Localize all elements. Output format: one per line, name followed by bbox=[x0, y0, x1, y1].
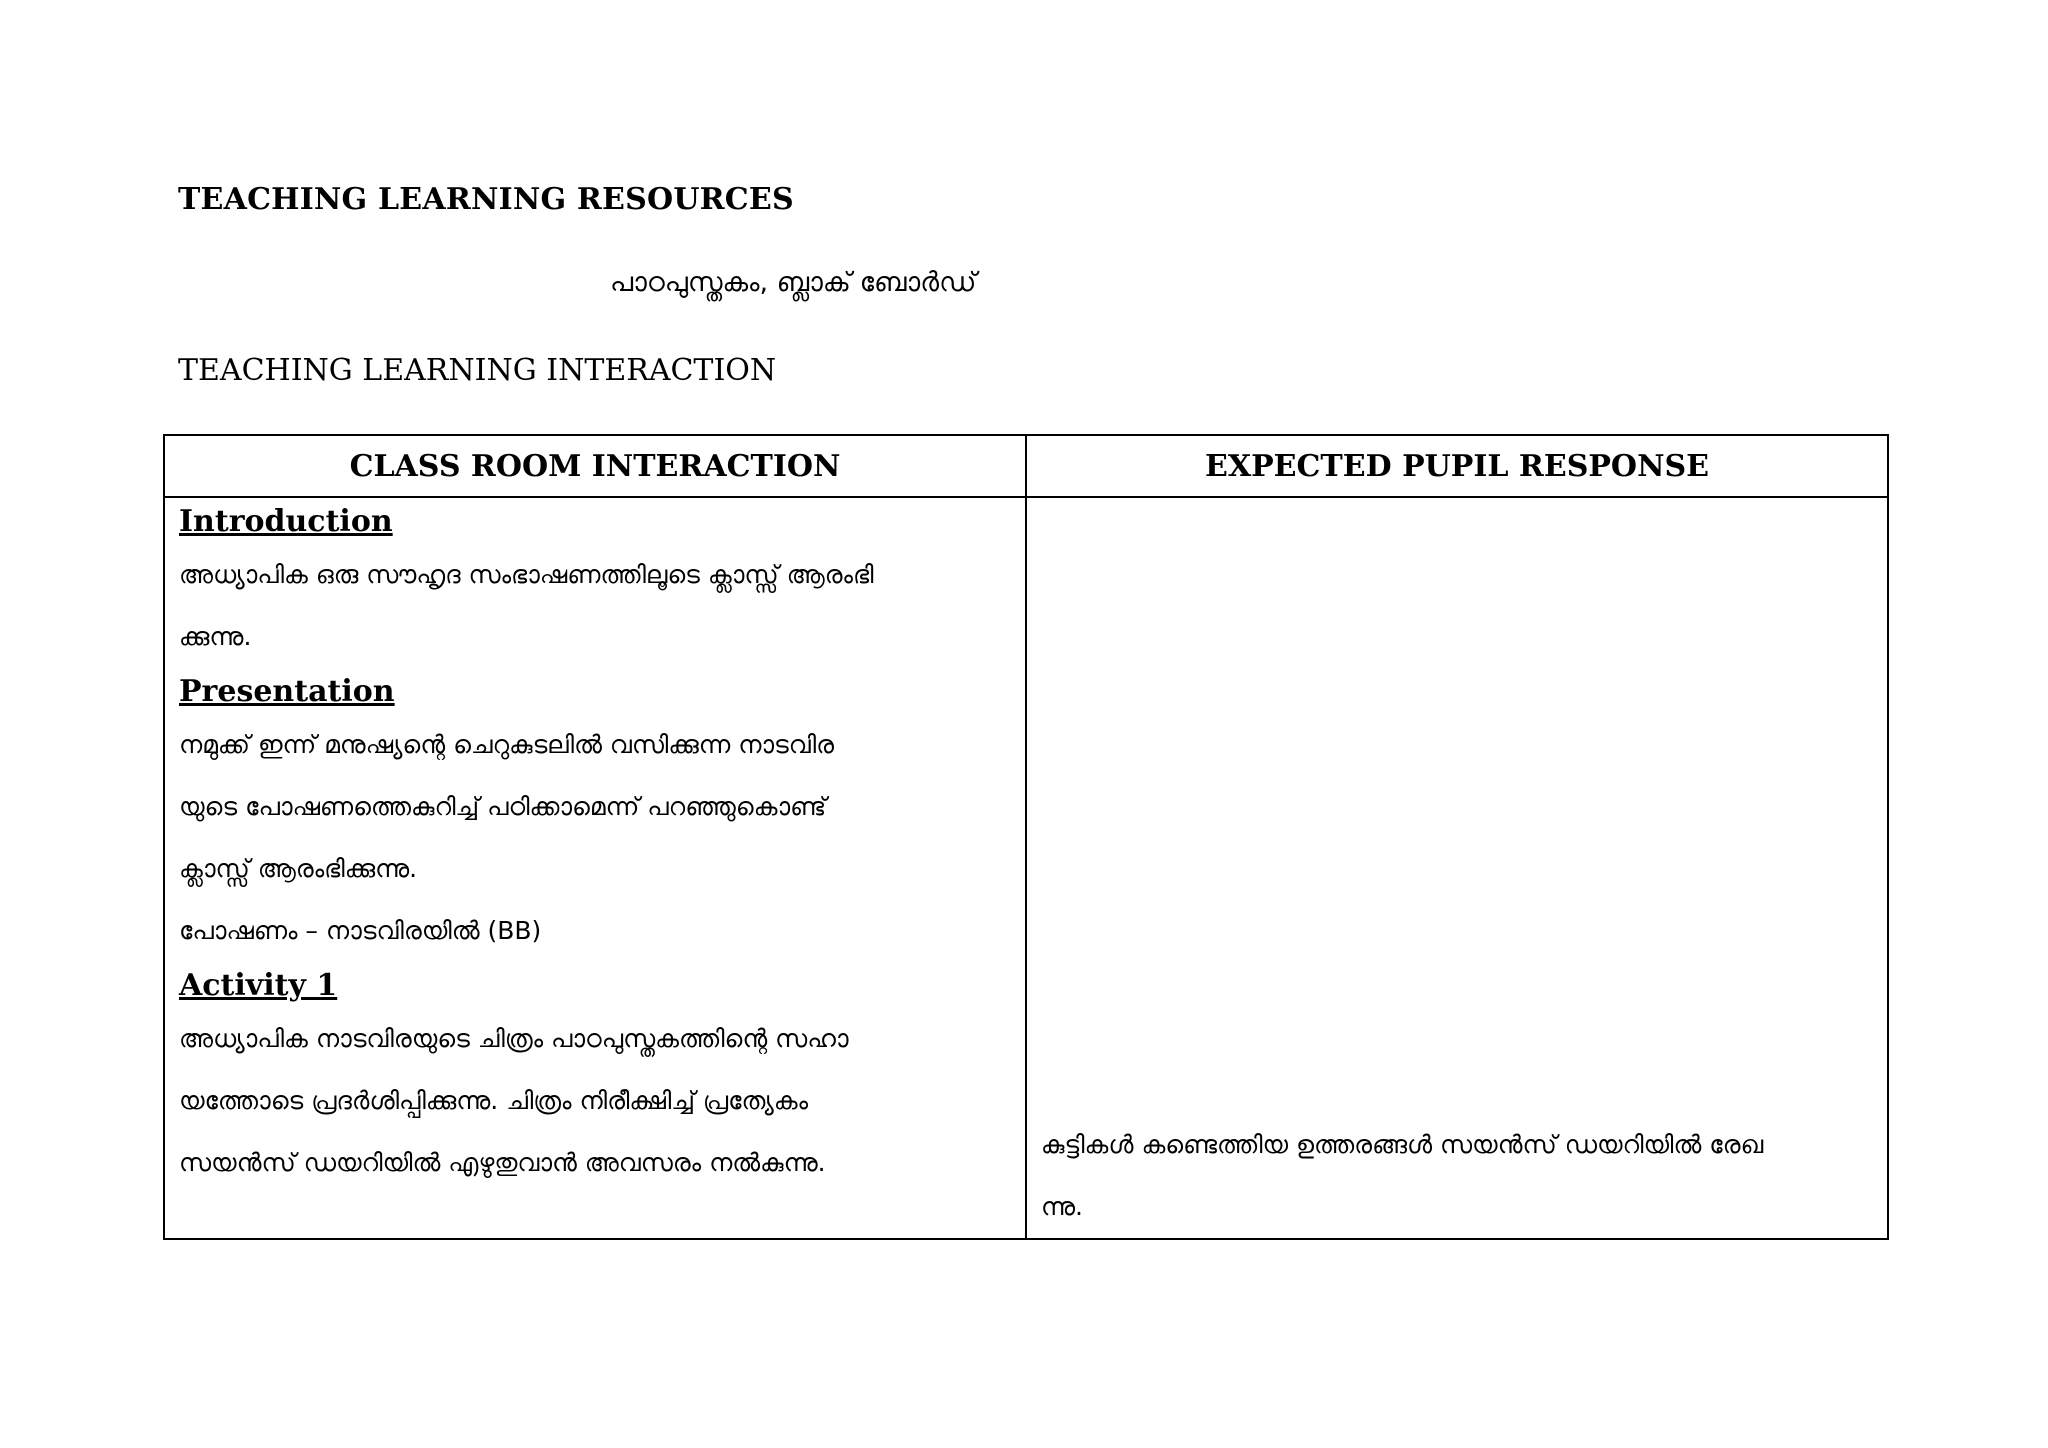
interaction-table bbox=[163, 434, 1889, 1240]
activity-line: സയൻസ് ഡയറിയിൽ എഴുതുവാൻ അവസരം നൽകുന്നു. bbox=[179, 1148, 826, 1177]
introduction-title: Introduction bbox=[179, 504, 393, 539]
response-line: കുട്ടികൾ കണ്ടെത്തിയ ഉത്തരങ്ങൾ സയൻസ് ഡയറിയിൽ രേഖ bbox=[1041, 1130, 1764, 1159]
presentation-title: Presentation bbox=[179, 674, 395, 709]
presentation-line: ക്ലാസ്സ് ആരംഭിക്കുന്നു. bbox=[179, 854, 418, 883]
table-row bbox=[164, 497, 1888, 1239]
resources-list: പാഠപുസ്തകം, ബ്ലാക് ബോർഡ് bbox=[610, 267, 977, 298]
response-line: ന്നു. bbox=[1041, 1192, 1083, 1221]
resources-heading: TEACHING LEARNING RESOURCES bbox=[178, 182, 794, 217]
table-header-row bbox=[164, 435, 1888, 497]
introduction-line: ക്കുന്നു. bbox=[179, 622, 252, 651]
expected-response-cell bbox=[1026, 497, 1888, 1239]
presentation-line: പോഷണം – നാടവിരയിൽ (BB) bbox=[179, 916, 542, 945]
introduction-line: അധ്യാപിക ഒരു സൗഹൃദ സംഭാഷണത്തിലൂടെ ക്ലാസ്സ് ആരംഭി bbox=[179, 560, 874, 589]
header-expected-response: EXPECTED PUPIL RESPONSE bbox=[1026, 435, 1888, 497]
presentation-line: യുടെ പോഷണത്തെകുറിച്ച് പഠിക്കാമെന്ന് പറഞ്ഞുകൊണ്ട് bbox=[179, 792, 827, 821]
header-classroom-interaction: CLASS ROOM INTERACTION bbox=[164, 435, 1026, 497]
activity-title: Activity 1 bbox=[179, 968, 338, 1003]
presentation-line: നമുക്ക് ഇന്ന് മനുഷ്യന്റെ ചെറുകുടലിൽ വസിക്കുന്ന നാടവിര bbox=[179, 730, 835, 759]
activity-line: അധ്യാപിക നാടവിരയുടെ ചിത്രം പാഠപുസ്തകത്തിന്റെ സഹാ bbox=[179, 1024, 849, 1053]
expected-response-text bbox=[1041, 1114, 1873, 1238]
activity-line: യത്തോടെ പ്രദർശിപ്പിക്കുന്നു. ചിത്രം നിരീക്ഷിച്ച് പ്രത്യേകം bbox=[179, 1086, 809, 1115]
classroom-interaction-cell bbox=[164, 497, 1026, 1239]
interaction-heading: TEACHING LEARNING INTERACTION bbox=[178, 353, 777, 388]
